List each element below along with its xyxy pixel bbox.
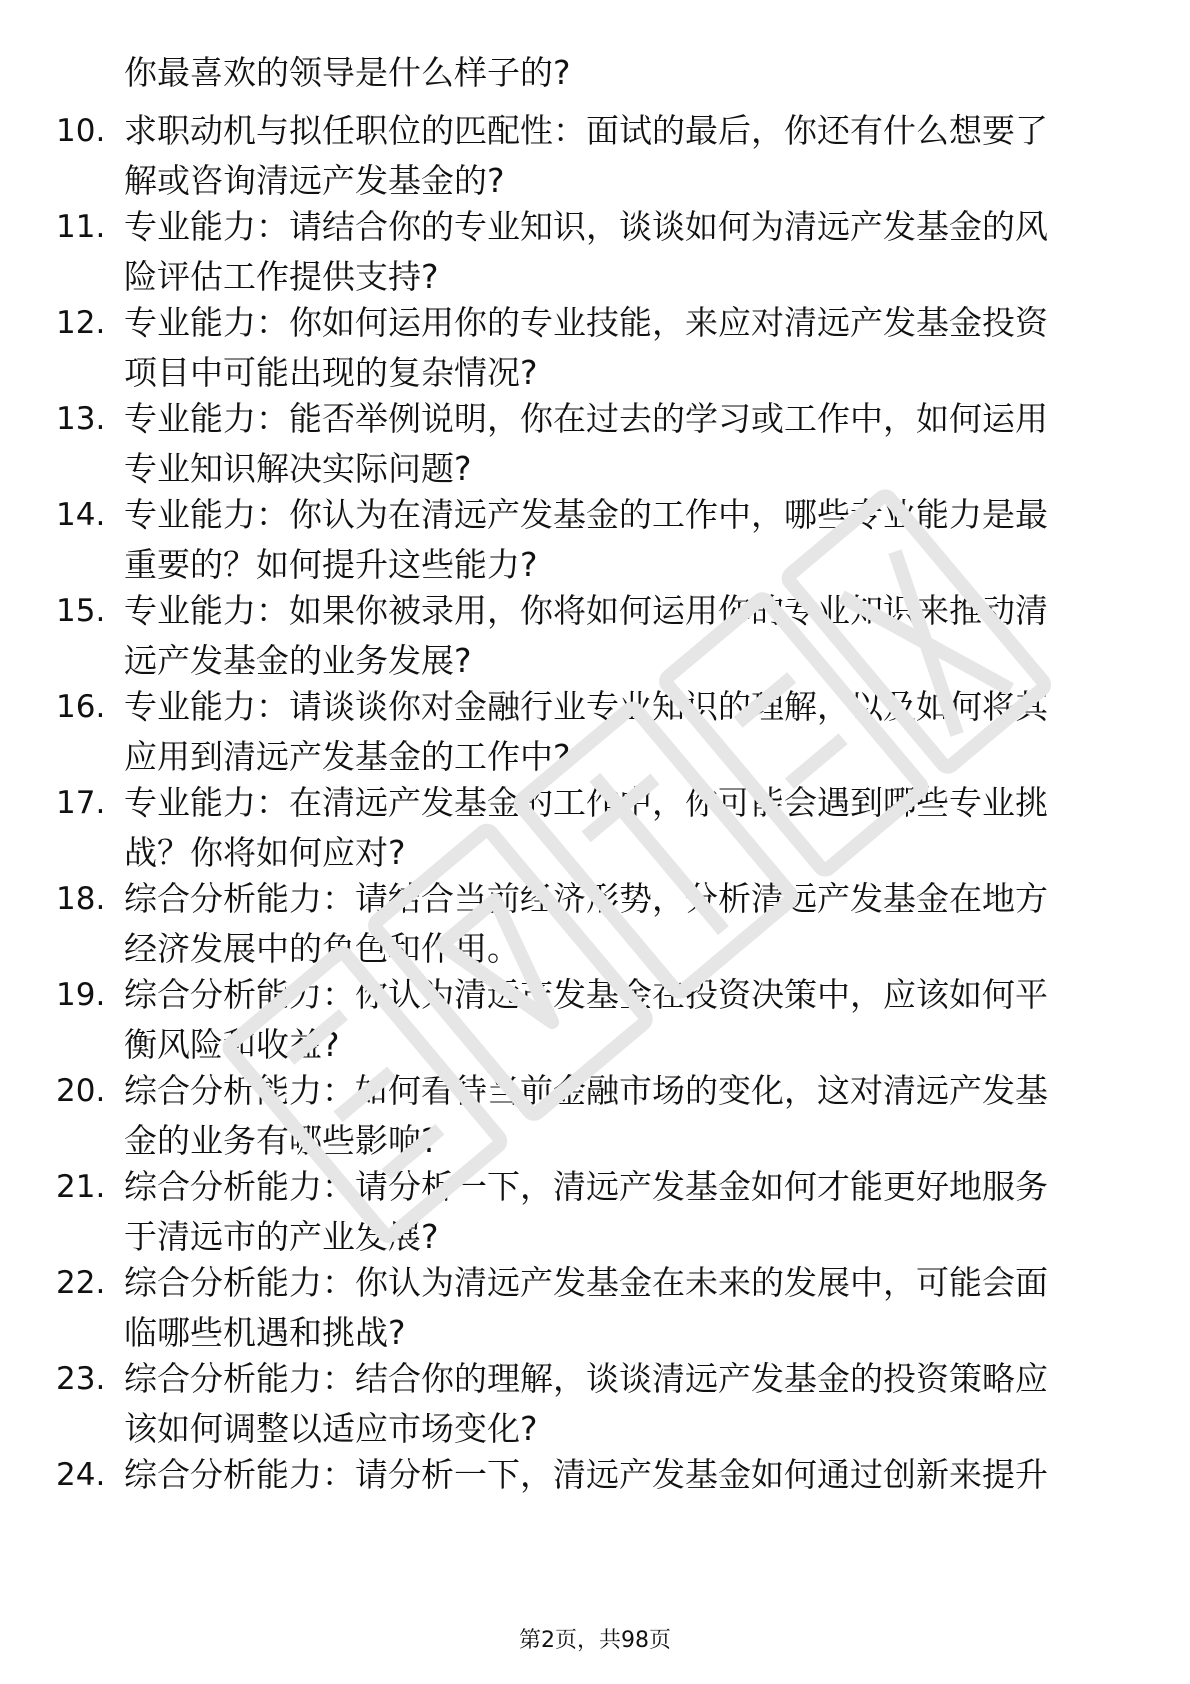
question-text-line: 临哪些机遇和挑战?	[124, 1313, 406, 1352]
question-item	[0, 778, 1190, 878]
question-text-line: 远产发基金的业务发展?	[124, 641, 472, 680]
question-item	[0, 1162, 1190, 1262]
question-item	[0, 1354, 1190, 1454]
question-text-line: 该如何调整以适应市场变化?	[124, 1409, 538, 1448]
question-text-line: 经济发展中的角色和作用。	[124, 929, 520, 968]
question-number: 24.	[56, 1457, 106, 1493]
question-text-line: 综合分析能力：请分析一下，清远产发基金如何才能更好地服务	[124, 1167, 1048, 1206]
question-text-line: 重要的？如何提升这些能力?	[124, 545, 538, 584]
question-number: 11.	[56, 209, 106, 245]
question-item	[0, 490, 1190, 590]
page-footer: 第2页，共98页	[519, 1628, 671, 1653]
question-text-line: 综合分析能力：你认为清远产发基金在未来的发展中，可能会面	[124, 1263, 1048, 1302]
question-text-line: 险评估工作提供支持?	[124, 257, 439, 296]
question-9-continuation: 你最喜欢的领导是什么样子的?	[124, 53, 571, 92]
question-text-line: 战？你将如何应对?	[124, 833, 406, 872]
question-number: 21.	[56, 1169, 106, 1205]
question-text-line: 应用到清远产发基金的工作中?	[124, 737, 571, 776]
question-number: 14.	[56, 497, 106, 533]
question-item	[0, 298, 1190, 398]
question-text-line: 综合分析能力：请分析一下，清远产发基金如何通过创新来提升	[124, 1455, 1048, 1494]
question-text-line: 专业能力：如果你被录用，你将如何运用你的专业知识来推动清	[124, 591, 1048, 630]
question-text-line: 专业知识解决实际问题?	[124, 449, 472, 488]
question-item	[0, 682, 1190, 782]
question-text-line: 项目中可能出现的复杂情况?	[124, 353, 538, 392]
question-number: 13.	[56, 401, 106, 437]
question-number: 15.	[56, 593, 106, 629]
question-item	[0, 1258, 1190, 1358]
question-text-line: 专业能力：请谈谈你对金融行业专业知识的理解，以及如何将其	[124, 687, 1048, 726]
question-text-line: 专业能力：在清远产发基金的工作中，你可能会遇到哪些专业挑	[124, 783, 1048, 822]
question-number: 10.	[56, 113, 106, 149]
question-text-line: 专业能力：你如何运用你的专业技能，来应对清远产发基金投资	[124, 303, 1048, 342]
question-item	[0, 394, 1190, 494]
question-number: 23.	[56, 1361, 106, 1397]
question-text-line: 综合分析能力：请结合当前经济形势，分析清远产发基金在地方	[124, 879, 1048, 918]
question-text-line: 专业能力：请结合你的专业知识，谈谈如何为清远产发基金的风	[124, 207, 1048, 246]
question-number: 20.	[56, 1073, 106, 1109]
question-text-line: 解或咨询清远产发基金的?	[124, 161, 505, 200]
question-text-line: 综合分析能力：结合你的理解，谈谈清远产发基金的投资策略应	[124, 1359, 1048, 1398]
question-number: 16.	[56, 689, 106, 725]
question-text-line: 于清远市的产业发展?	[124, 1217, 439, 1256]
question-number: 12.	[56, 305, 106, 341]
question-text-line: 专业能力：你认为在清远产发基金的工作中，哪些专业能力是最	[124, 495, 1048, 534]
question-item	[0, 1450, 1190, 1550]
question-text-line: 综合分析能力：如何看待当前金融市场的变化，这对清远产发基	[124, 1071, 1048, 1110]
question-number: 19.	[56, 977, 106, 1013]
question-number: 17.	[56, 785, 106, 821]
question-text-line: 求职动机与拟任职位的匹配性：面试的最后，你还有什么想要了	[124, 111, 1048, 150]
question-text-line: 衡风险和收益?	[124, 1025, 340, 1064]
question-number: 18.	[56, 881, 106, 917]
question-text-line: 金的业务有哪些影响?	[124, 1121, 439, 1160]
question-item	[0, 202, 1190, 302]
question-item	[0, 586, 1190, 686]
question-item	[0, 874, 1190, 974]
question-item	[0, 1066, 1190, 1166]
question-text-line: 综合分析能力：你认为清远产发基金在投资决策中，应该如何平	[124, 975, 1048, 1014]
question-text-line: 专业能力：能否举例说明，你在过去的学习或工作中，如何运用	[124, 399, 1048, 438]
question-item	[0, 106, 1190, 206]
question-number: 22.	[56, 1265, 106, 1301]
question-item	[0, 970, 1190, 1070]
